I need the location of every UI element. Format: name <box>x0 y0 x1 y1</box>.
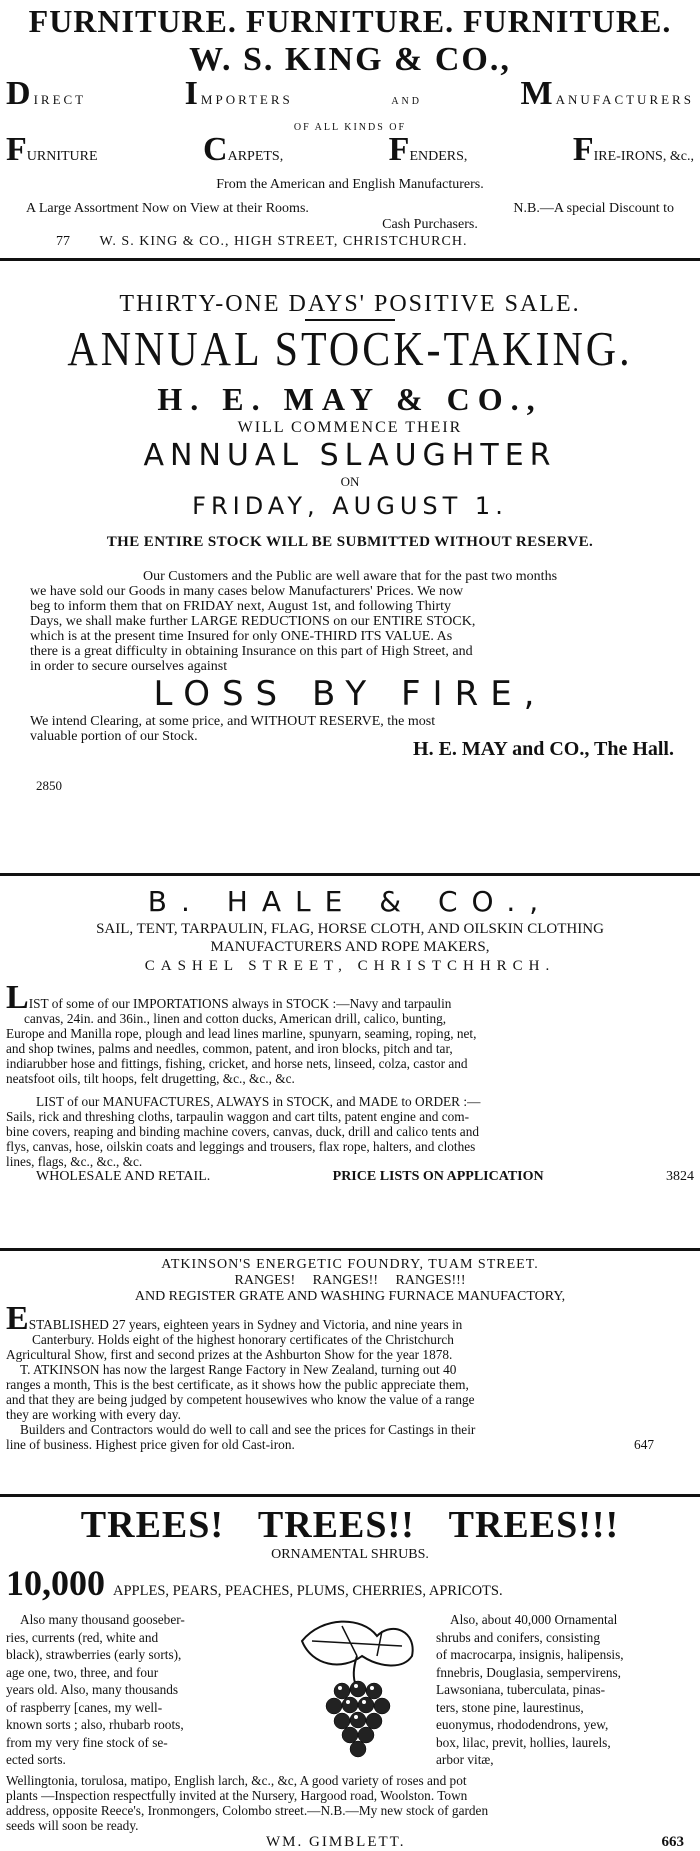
body-line: lines, flags, &c., &c., &c. <box>6 1154 143 1170</box>
king-line1 <box>6 75 694 120</box>
drop-cap: I <box>184 75 201 112</box>
body-line: we have sold our Goods in many cases below Manufacturers' Prices. We now <box>30 584 464 599</box>
body-line: Also, about 40,000 Ornamental <box>450 1612 618 1627</box>
may-entire: THE ENTIRE STOCK WILL BE SUBMITTED WITHOUT RESERVE. <box>106 534 594 550</box>
body-line: known sorts ; also, rhubarb roots, <box>6 1717 184 1732</box>
body-line: Days, we shall make further LARGE REDUCTIONS on our ENTIRE STOCK, <box>30 614 476 629</box>
atkinson-title: ATKINSON'S ENERGETIC FOUNDRY, TUAM STREET. <box>161 1257 539 1272</box>
body-line: Lawsoniana, tuberculata, pinas- <box>436 1682 606 1697</box>
may-will: WILL COMMENCE THEIR <box>237 419 463 436</box>
body-line: bine covers, reaping and binding machine covers, canvas, duck, drill and calico tents and <box>6 1124 479 1140</box>
hale-importations <box>6 976 694 1086</box>
hale-advert <box>0 876 700 1248</box>
king-cash: Cash Purchasers. <box>382 217 478 232</box>
may-signature: H. E. MAY and CO., The Hall. <box>413 738 674 760</box>
king-nb: N.B.—A special Discount to <box>513 201 674 216</box>
drop-cap: C <box>203 131 228 168</box>
body-line: valuable portion of our Stock. <box>30 729 198 744</box>
body-line: fnnebris, Douglasia, sempervirens, <box>436 1664 622 1680</box>
king-address: W. S. KING & CO., HIGH STREET, CHRISTCHURCH. <box>99 234 468 249</box>
drop-cap: F <box>572 131 594 168</box>
king-company: W. S. KING & CO., <box>189 41 511 78</box>
atkinson-num: 647 <box>634 1437 654 1453</box>
body-line: neatsfoot oils, tilt hoops, felt drugetting, &c., &c., &c. <box>6 1071 295 1087</box>
may-headline: ANNUAL STOCK-TAKING. <box>67 323 633 377</box>
body-line: they are working with every day. <box>6 1407 181 1423</box>
may-tagline: THIRTY-ONE DAYS' POSITIVE SALE. <box>119 291 581 317</box>
body-line: ranges a month, This is the best certificate, as it shows how the public appreciate them, <box>6 1377 469 1393</box>
hale-address: CASHEL STREET, CHRISTCHHRCH. <box>144 958 556 974</box>
body-line: which is at the present time Insured for only ONE-THIRD ITS VALUE. As <box>30 629 453 644</box>
word: IRE-IRONS, <box>593 149 667 164</box>
king-assortment-row <box>6 194 694 218</box>
body-line: T. ATKINSON has now the largest Range Factory in New Zealand, turning out 40 <box>20 1362 457 1378</box>
word: URNITURE <box>26 149 98 164</box>
trees-footer <box>6 1833 694 1851</box>
trees-count: 10,000 <box>6 1563 105 1603</box>
body-line: age one, two, three, and four <box>6 1664 159 1680</box>
body-line: there is a great difficulty in obtaining Insurance on this part of High Street, and <box>30 644 473 659</box>
drop-cap: M <box>520 75 556 112</box>
drop-cap: F <box>6 131 27 168</box>
body-text: IST of some of our IMPORTATIONS always in STOCK :—Navy and tarpaulin <box>28 996 452 1011</box>
may-company: H. E. MAY & CO., <box>157 381 543 417</box>
hale-prices: PRICE LISTS ON APPLICATION <box>332 1169 544 1185</box>
may-date: FRIDAY, AUGUST 1. <box>192 492 508 520</box>
atkinson-ranges: RANGES! RANGES!! RANGES!!! <box>234 1273 466 1288</box>
may-body <box>6 555 694 674</box>
body-line: plants —Inspection respectfully invited at the Nursery, Hargood road, Woolston. Town <box>6 1788 468 1803</box>
trees-num: 663 <box>661 1834 684 1850</box>
body-line: canvas, 24in. and 36in., linen and cotton ducks, American drill, calico, bunting, <box>24 1011 447 1027</box>
trees-advert <box>0 1497 700 1850</box>
may-loss: LOSS BY FIRE, <box>153 674 547 714</box>
word: &c., <box>669 149 694 164</box>
atkinson-grate: AND REGISTER GRATE AND WASHING FURNACE MANUFACTORY, <box>134 1289 566 1304</box>
hale-company: B. HALE & CO., <box>147 885 553 918</box>
body-line: indiarubber hose and fittings, fishing, cricket, and horse nets, linseed, colza, castor and <box>6 1056 468 1072</box>
body-line: from my very fine stock of se- <box>6 1734 168 1750</box>
trees-bottom <box>6 1771 694 1833</box>
hale-line1: SAIL, TENT, TARPAULIN, FLAG, HORSE CLOTH, AND OILSKIN CLOTHING <box>96 921 604 937</box>
atkinson-advert <box>0 1251 700 1494</box>
king-address-row <box>6 232 694 252</box>
grapes-illustration <box>278 1611 436 1771</box>
body-line: euonymus, rhododendrons, yew, <box>436 1717 609 1732</box>
word: ENDERS, <box>409 149 468 164</box>
king-num: 77 <box>56 234 70 249</box>
may-on: ON <box>340 474 360 489</box>
body-line: and shop twines, palms and needles, common, patent, and iron blocks, pitch and tar, <box>6 1041 453 1057</box>
trees-fruits: APPLES, PEARS, PEACHES, PLUMS, CHERRIES, APRICOTS. <box>113 1583 503 1599</box>
body-line: ries, currents (red, white and <box>6 1629 159 1645</box>
hale-line2: MANUFACTURERS AND ROPE MAKERS, <box>210 939 490 955</box>
body-text: line of business. Highest price given for old Cast-iron. <box>6 1437 295 1453</box>
hale-num: 3824 <box>665 1169 694 1185</box>
body-line: in order to secure ourselves against <box>30 659 228 674</box>
drop-cap: E <box>6 1300 29 1337</box>
body-text: STABLISHED 27 years, eighteen years in Sydney and Victoria, and nine years in <box>28 1317 463 1332</box>
may-slaughter: ANNUAL SLAUGHTER <box>143 438 557 473</box>
body-line: and that they are being judged by competent housewives who know the value of a range <box>6 1392 475 1408</box>
trees-columns <box>6 1611 694 1771</box>
king-header: FURNITURE. FURNITURE. FURNITURE. <box>28 3 672 39</box>
body-line: Our Customers and the Public are well aware that for the past two months <box>142 569 558 584</box>
body-line: beg to inform them that on FRIDAY next, August 1st, and following Thirty <box>30 599 452 614</box>
body-line <box>6 979 694 1016</box>
body-line: Builders and Contractors would do well to call and see the prices for Castings in their <box>20 1422 476 1438</box>
body-line: of macrocarpa, insignis, halipensis, <box>436 1647 624 1662</box>
body-line: ected sorts. <box>6 1752 66 1767</box>
drop-cap: D <box>6 75 34 112</box>
trees-shrubs: ORNAMENTAL SHRUBS. <box>271 1547 429 1562</box>
body-line: Canterbury. Holds eight of the highest honorary certificates of the Christchurch <box>32 1332 454 1348</box>
body-line: Also many thousand gooseber- <box>20 1612 185 1627</box>
body-line: years old. Also, many thousands <box>6 1682 179 1697</box>
body-line: ters, stone pine, laurestinus, <box>436 1699 584 1715</box>
body-line: shrubs and conifers, consisting <box>436 1629 600 1645</box>
hale-wholesale: WHOLESALE AND RETAIL. <box>36 1169 211 1185</box>
word: ANUFACTURERS <box>555 92 694 107</box>
trees-headline: TREES! TREES!! TREES!!! <box>80 1504 620 1546</box>
king-line2 <box>6 131 694 176</box>
may-num: 2850 <box>36 778 62 793</box>
king-assortment: A Large Assortment Now on View at their Rooms. <box>26 201 309 216</box>
body-line: arbor vitæ, <box>436 1752 494 1767</box>
body-line: seeds will soon be ready. <box>6 1818 139 1833</box>
word: AND <box>391 96 422 107</box>
body-line: of raspberry [canes, my well- <box>6 1699 163 1715</box>
body-line: black), strawberries (early sorts), <box>6 1647 182 1662</box>
body-line <box>6 1300 694 1337</box>
king-of-all: OF ALL KINDS OF <box>293 122 407 133</box>
body-line: box, lilac, previt, hollies, laurels, <box>436 1734 611 1750</box>
grapes-icon <box>282 1611 432 1771</box>
word: IRECT <box>33 92 87 107</box>
trees-count-row <box>6 1563 694 1611</box>
hale-footer <box>6 1169 694 1185</box>
body-line <box>6 1437 694 1452</box>
hale-manufactures <box>6 1086 694 1169</box>
trees-right <box>436 1611 694 1769</box>
drop-cap: L <box>6 979 29 1016</box>
king-advert <box>0 0 700 258</box>
body-line: We intend Clearing, at some price, and WITHOUT RESERVE, the most <box>30 714 436 729</box>
body-line: Wellingtonia, torulosa, matipo, English larch, &c., &c, A good variety of roses and pot <box>6 1773 467 1788</box>
king-from: From the American and English Manufacturers. <box>216 177 484 192</box>
body-line: LIST of our MANUFACTURES, ALWAYS in STOCK, and MADE to ORDER :— <box>36 1094 481 1110</box>
body-line: Agricultural Show, first and second prizes at the Ashburton Show for the year 1878. <box>6 1347 453 1363</box>
word: ARPETS, <box>227 149 284 164</box>
body-line: Sails, rick and threshing cloths, tarpaulin waggon and cart tilts, patent engine and com- <box>6 1109 470 1125</box>
trees-left <box>6 1611 278 1769</box>
word: MPORTERS <box>200 92 293 107</box>
trees-signature: WM. GIMBLETT. <box>266 1834 406 1850</box>
may-advert <box>0 261 700 873</box>
body-line: flys, canvas, hose, oilskin coats and leggings and trousers, flax rope, halters, and clothes <box>6 1139 476 1155</box>
atkinson-body <box>6 1300 694 1453</box>
body-line: address, opposite Reece's, Ironmongers, Colombo street.—N.B.—My new stock of garden <box>6 1803 489 1818</box>
body-line: Europe and Manilla rope, plough and lead lines marline, spunyarn, seaming, roping, net, <box>6 1026 477 1042</box>
drop-cap: F <box>388 131 410 168</box>
